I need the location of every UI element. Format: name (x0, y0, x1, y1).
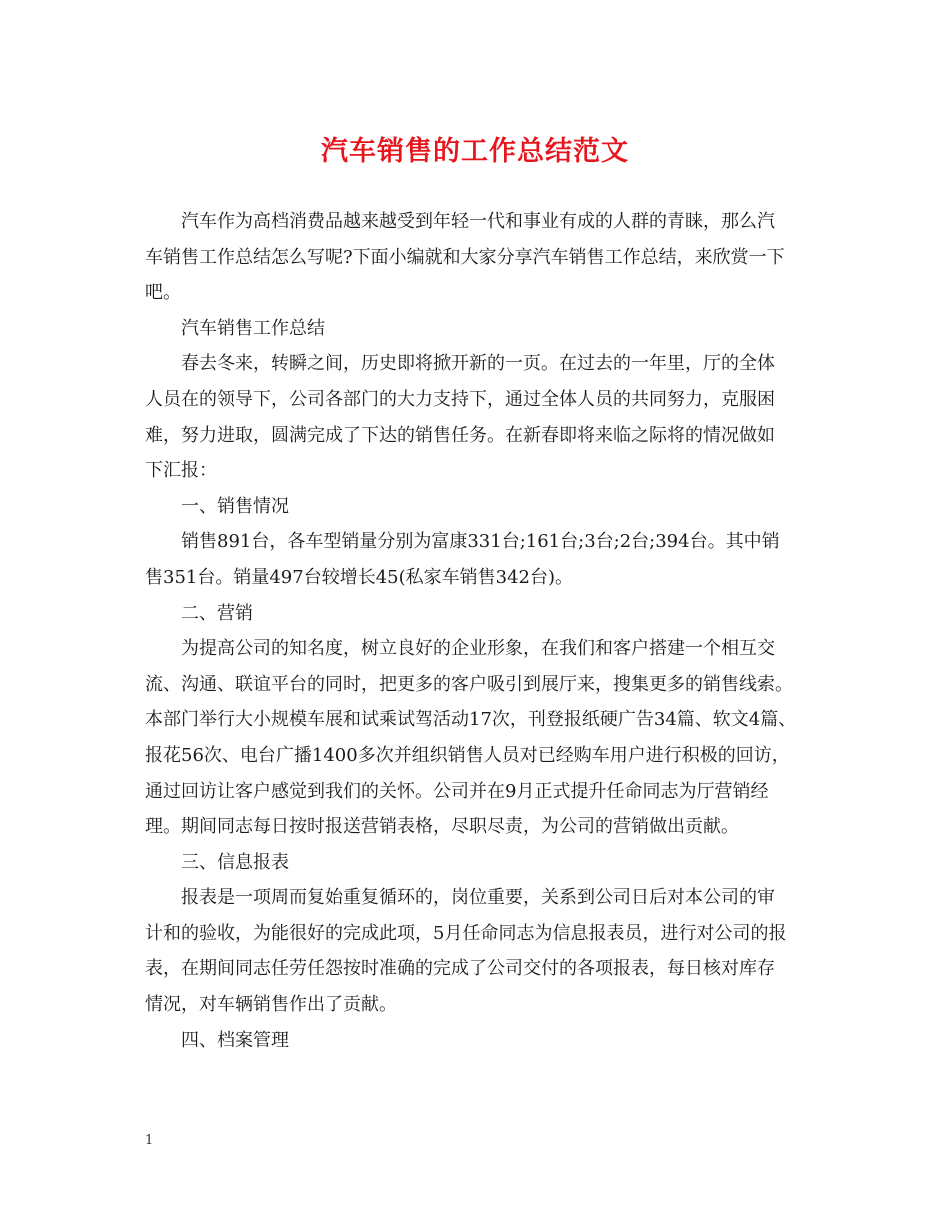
text-line: 一、销售情况 (181, 495, 289, 517)
text-line: 吧。 (145, 282, 181, 304)
text-line: 流、沟通、联谊平台的同时，把更多的客户吸引到展厅来，搜集更多的销售线索。 (145, 673, 793, 695)
text-line: 人员在的领导下，公司各部门的大力支持下，通过全体人员的共同努力，克服困 (145, 388, 775, 410)
text-line: 情况，对车辆销售作出了贡献。 (145, 994, 397, 1016)
text-line: 四、档案管理 (181, 1029, 289, 1051)
text-line: 售351台。销量497台较增长45(私家车销售342台)。 (145, 566, 574, 588)
text-line: 汽车作为高档消费品越来越受到年轻一代和事业有成的人群的青睐，那么汽 (181, 211, 775, 232)
text-line: 报表是一项周而复始重复循环的，岗位重要，关系到公司日后对本公司的审 (181, 887, 775, 909)
text-line: 下汇报： (145, 460, 217, 482)
text-line: 销售891台，各车型销量分别为富康331台;161台;3台;2台;394台。其中销 (181, 531, 780, 553)
document-body (145, 204, 815, 1058)
text-line: 三、信息报表 (181, 851, 289, 873)
text-line: 二、营销 (181, 602, 253, 624)
page-number: 1 (145, 1133, 154, 1148)
text-line: 难，努力进取，圆满完成了下达的销售任务。在新春即将来临之际将的情况做如 (145, 424, 775, 446)
text-line: 汽车销售工作总结 (181, 317, 325, 339)
text-line: 本部门举行大小规模车展和试乘试驾活动17次，刊登报纸硬广告34篇、软文4篇、 (145, 709, 797, 731)
text-line: 通过回访让客户感觉到我们的关怀。公司并在9月正式提升任命同志为厅营销经 (145, 780, 769, 802)
text-line: 表，在期间同志任劳任怨按时准确的完成了公司交付的各项报表，每日核对库存 (145, 958, 775, 980)
text-line: 春去冬来，转瞬之间，历史即将掀开新的一页。在过去的一年里，厅的全体 (181, 353, 775, 375)
text-line: 报花56次、电台广播1400多次并组织销售人员对已经购车用户进行积极的回访， (145, 744, 790, 766)
text-line: 理。期间同志每日按时报送营销表格，尽职尽责，为公司的营销做出贡献。 (145, 816, 739, 838)
text-line: 车销售工作总结怎么写呢?下面小编就和大家分享汽车销售工作总结，来欣赏一下 (145, 246, 785, 268)
document-title: 汽车销售的工作总结范文 (321, 136, 629, 167)
text-line: 为提高公司的知名度，树立良好的企业形象，在我们和客户搭建一个相互交 (181, 638, 775, 660)
text-line: 计和的验收，为能很好的完成此项，5月任命同志为信息报表员，进行对公司的报 (145, 922, 787, 944)
